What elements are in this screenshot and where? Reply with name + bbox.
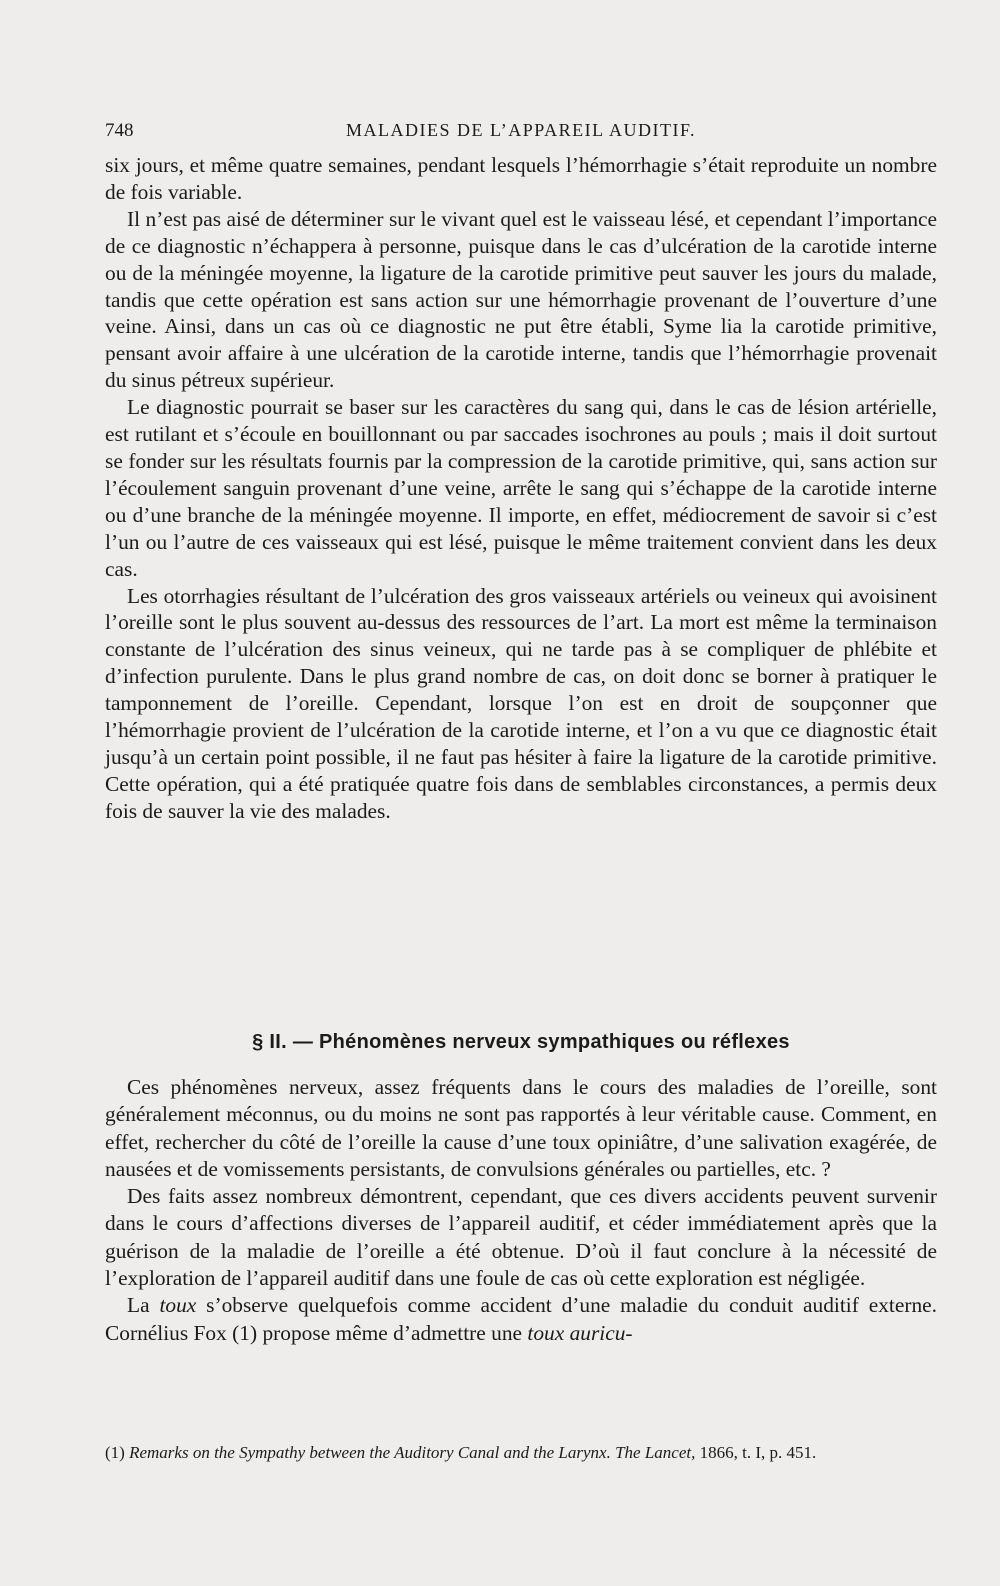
paragraph: Les otorrhagies résultant de l’ulcération des gros vaisseaux artériels ou veineux qui avoisinent l’oreille sont le plus souvent au-dessus des ressources de l’art. La mort est même la terminaison constante de l’ulcération des sinus veineux, qui ne tarde pas à se compliquer de phlébite et d’infection purulente. Dans le plus grand nombre de cas, on doit donc se borner à pratiquer le tamponnement de l’oreille. Cependant, lorsque l’on est en droit de soupçonner que l’hémorrhagie provient de l’ulcération de la carotide interne, et l’on a vu que ce diagnostic était jusqu’à un certain point possible, il ne faut pas hésiter à faire la ligature de la carotide primitive. Cette opération, qui a été pratiquée quatre fois dans de semblables circonstances, a permis deux fois de sauver la vie des malades. (105, 583, 937, 823)
body-text (105, 152, 937, 825)
footnote: (1) Remarks on the Sympathy between the Auditory Canal and the Larynx. The Lancet, 1866, t. I, p. 451. (105, 1443, 817, 1462)
paragraph: Il n’est pas aisé de déterminer sur le vivant quel est le vaisseau lésé, et cependant l’importance de ce diagnostic n’échappera à personne, puisque dans le cas d’ulcération de la carotide interne ou de la méningée moyenne, la ligature de la carotide primitive peut sauver les jours du malade, tandis que cette opération est sans action sur une hémorrhagie provenant de l’ouverture d’une veine. Ainsi, dans un cas où ce diagnostic ne put être établi, Syme lia la carotide primitive, pensant avoir affaire à une ulcération de la carotide interne, tandis que l’hémorrhagie provenait du sinus pétreux supérieur. (105, 206, 937, 393)
footnote-title: Remarks on the Sympathy between the Auditory Canal and the Larynx. (129, 1443, 611, 1462)
footnote-citation: 1866, t. I, p. 451. (695, 1443, 817, 1462)
section-text (105, 1074, 937, 1347)
running-head (105, 120, 937, 150)
italic-term: toux (159, 1293, 197, 1318)
paragraph: Le diagnostic pourrait se baser sur les caractères du sang qui, dans le cas de lésion artérielle, est rutilant et s’écoule en bouillonnant ou par saccades isochrones au pouls ; mais il doit surtout se fonder sur les résultats fournis par la compression de la carotide primitive, qui, sans action sur l’écoulement sanguin provenant d’une veine, arrête le sang qui s’échappe de la carotide interne ou d’une branche de la méningée moyenne. Il importe, en effet, médiocrement de savoir si c’est l’un ou l’autre de ces vaisseaux qui est lésé, puisque le même traitement convient dans les deux cas. (105, 395, 937, 581)
page-number: 748 (105, 120, 134, 141)
paragraph: six jours, et même quatre semaines, pendant lesquels l’hémorrhagie s’était reproduite un nombre de fois variable. (105, 153, 937, 204)
paragraph: Ces phénomènes nerveux, assez fréquents dans le cours des maladies de l’oreille, sont généralement méconnus, ou du moins ne sont pas rapportés à leur véritable cause. Comment, en effet, rechercher du côté de l’oreille la cause d’une toux opiniâtre, d’une salivation exagérée, de nausées et de vomissements persistants, de convulsions générales ou partielles, etc. ? (105, 1075, 937, 1181)
footnote-mark: 1 (110, 1443, 120, 1462)
footnote-reference[interactable]: 1 (239, 1320, 250, 1345)
text-run: ) propose même d’admettre une (250, 1320, 528, 1345)
running-title: MALADIES DE L’APPAREIL AUDITIF. (345, 120, 697, 140)
text-run: La (127, 1293, 160, 1318)
section-heading: § II. — Phénomènes nerveux sympathiques ou réflexes (252, 1031, 790, 1053)
text-run: s’observe quelquefois comme accident d’une maladie du conduit auditif externe. Cornélius Fox ( (105, 1293, 937, 1345)
paragraph: Des faits assez nombreux démontrent, cependant, que ces divers accidents peuvent survenir dans le cours d’affections diverses de l’appareil auditif, et céder immédiatement après que la guérison de la maladie de l’oreille a été obtenue. D’où il faut conclure à la nécessité de l’exploration de l’appareil auditif dans une foule de cas où cette exploration est négligée. (105, 1184, 937, 1291)
italic-term: toux auricu- (527, 1320, 633, 1345)
paragraph (105, 1292, 937, 1347)
footnote-source: The Lancet, (610, 1443, 696, 1462)
